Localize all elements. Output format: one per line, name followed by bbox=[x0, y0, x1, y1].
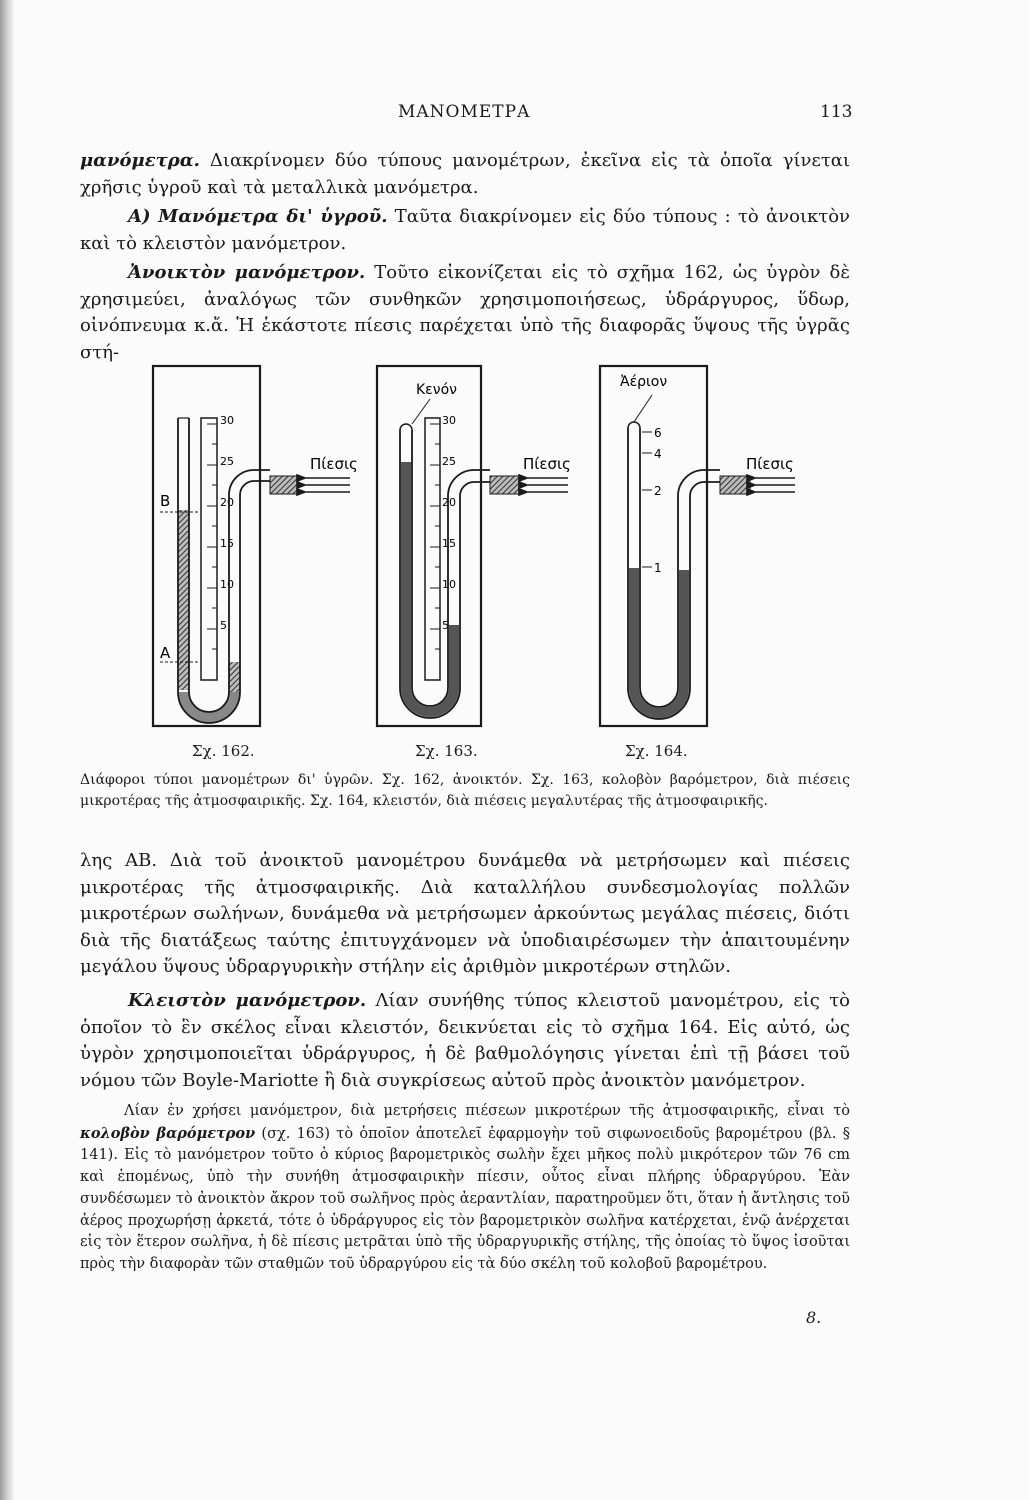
fig162-mercury-right bbox=[229, 662, 240, 692]
fig162-u-tube-inner bbox=[189, 418, 270, 712]
small-print-emphasis: κολοβὸν βαρόμετρον bbox=[80, 1124, 256, 1142]
figure-164 bbox=[600, 366, 795, 726]
page-binding-edge bbox=[0, 0, 14, 1500]
fig162-scale bbox=[201, 418, 217, 680]
fig163-mercury bbox=[406, 462, 454, 712]
open-manometer-text: Τοῦτο εἰκονίζεται εἰς τὸ σχῆμα 162, ὡς ὑγρὸν δὲ χρησιμεύει, ἀναλόγως τῶν συνθηκῶν χρησιμοποιήσεως, ὑδράργυρος, ὕδωρ, οἰνόπνευμα κ.ἄ. Ἡ ἑκάστοτε πίεσις παρέχεται ὑπὸ τῆς διαφορᾶς ὕψους τῆς ὑγρᾶς στή- bbox=[80, 262, 850, 363]
fig163-tick-20: 20 bbox=[442, 496, 456, 509]
fig164-hose bbox=[720, 476, 750, 494]
fig163-tick-15: 15 bbox=[442, 537, 456, 550]
fig164-u-tube-inner bbox=[640, 428, 720, 707]
fig163-tick-10: 10 bbox=[442, 578, 456, 591]
fig162-scale-ticks bbox=[207, 424, 217, 649]
fig162-tick-20: 20 bbox=[220, 496, 234, 509]
fig164-tick-1: 1 bbox=[654, 561, 662, 575]
fig163-tick-5: 5 bbox=[442, 619, 449, 632]
intro-lead: μανόμετρα. bbox=[80, 150, 200, 171]
fig163-vacuum-label: Κενόν bbox=[416, 382, 457, 398]
fig163-scale-ticks bbox=[430, 424, 440, 649]
fig164-pressure-label: Πίεσις bbox=[746, 455, 794, 473]
small-print-part1: Λίαν ἐν χρήσει μανόμετρον, διὰ μετρήσεις πιέσεων μικροτέρων τῆς ἀτμοσφαιρικῆς, εἶναι τὸ bbox=[124, 1103, 850, 1119]
section-a-paragraph bbox=[80, 204, 850, 257]
fig162-board bbox=[153, 366, 260, 726]
figure-164-label: Σχ. 164. bbox=[625, 742, 688, 760]
fig164-pressure-arrows bbox=[756, 478, 795, 492]
figure-163 bbox=[377, 366, 571, 726]
intro-text: Διακρίνομεν δύο τύπους μανομέτρων, ἐκεῖνα εἰς τὰ ὁποῖα γίνεται χρῆσις ὑγροῦ καὶ τὰ μεταλλικὰ μανόμετρα. bbox=[80, 150, 850, 198]
fig162-tick-5: 5 bbox=[220, 619, 227, 632]
page-header bbox=[0, 102, 1029, 126]
fig163-u-tube-inner bbox=[412, 430, 490, 706]
fig163-pressure-label: Πίεσις bbox=[523, 455, 571, 473]
fig164-tick-6: 6 bbox=[654, 426, 662, 440]
fig162-tick-25: 25 bbox=[220, 455, 234, 468]
fig162-pressure-label: Πίεσις bbox=[310, 455, 358, 473]
fig164-board bbox=[600, 366, 707, 726]
fig163-tick-30: 30 bbox=[442, 414, 456, 427]
figure-162 bbox=[153, 366, 358, 726]
fig163-tick-25: 25 bbox=[442, 455, 456, 468]
signature-mark: 8. bbox=[806, 1308, 822, 1327]
closed-manometer-text: Λίαν συνήθης τύπος κλειστοῦ μανομέτρου, εἰς τὸ ὁποῖον τὸ ἓν σκέλος εἶναι κλειστόν, δεικνύεται εἰς τὸ σχῆμα 164. Εἰς αὐτό, ὡς ὑγρὸν χρησιμοποιεῖται ὑδράργυρος, ἡ δὲ βαθμολόγησις γίνεται ἐπὶ τῇ βάσει τοῦ νόμου τῶν Boyle-Mariotte ἢ διὰ συγκρίσεως αὐτοῦ πρὸς ἀνοικτὸν μανόμετρον. bbox=[80, 990, 850, 1091]
small-print-part2: (σχ. 163) τὸ ὁποῖον ἀποτελεῖ ἐφαρμογὴν τοῦ σιφωνοειδοῦς βαρομέτρου (βλ. § 141). Εἰς τὸ μανόμετρον τοῦτο ὁ κύριος βαρομετρικὸς σωλὴν ἔχει μῆκος πολὺ μικρότερον τῶν 76 cm καὶ ἑπομένως, ὑπὸ τὴν συνήθη ἀτμοσφαιρικὴν πίεσιν, οὗτος εἶναι πλήρης ὑδραργύρου. Ἐὰν συνδέσωμεν τὸ ἀνοικτὸν ἄκρον τοῦ σωλῆνος πρὸς ἀεραντλίαν, παρατηροῦμεν ὅτι, ὅταν ἡ ἄντλησις τοῦ ἀέρος προχωρήσῃ ἀρκετά, τότε ὁ ὑδράργυρος εἰς τὸν βαρομετρικὸν σωλῆνα κατέρχεται, ἐνῷ ἀνέρχεται εἰς τὸν ἕτερον σωλῆνα, ἡ δὲ πίεσις μετρᾶται ὑπὸ τῆς ὑδραργυρικῆς στήλης, τῆς ὁποίας τὸ ὕψος ἰσοῦται πρὸς τὴν διαφορὰν τῶν σταθμῶν τοῦ ὑδραργύρου εἰς τὰ δύο σκέλη τοῦ κολοβοῦ βαρομέτρου. bbox=[80, 1125, 850, 1272]
fig162-tick-15: 15 bbox=[220, 537, 234, 550]
fig164-mercury bbox=[634, 568, 684, 713]
section-a-heading: Α) Μανόμετρα δι' ὑγροῦ. bbox=[128, 206, 388, 227]
fig163-u-tube-outer bbox=[400, 430, 490, 718]
fig162-point-a: Α bbox=[160, 644, 171, 662]
fig164-tick-2: 2 bbox=[654, 484, 662, 498]
fig162-hose bbox=[270, 476, 298, 494]
section-a-text: Ταῦτα διακρίνομεν εἰς δύο τύπους : τὸ ἀνοικτὸν καὶ τὸ κλειστὸν μανόμετρον. bbox=[80, 206, 851, 254]
fig162-u-tube-outer bbox=[178, 418, 270, 723]
figure-caption: Διάφοροι τύποι μανομέτρων δι' ὑγρῶν. Σχ. 162, ἀνοικτόν. Σχ. 163, κολοβὸν βαρόμετρον, διὰ πιέσεις μικροτέρας τῆς ἀτμοσφαιρικῆς. Σχ. 164, κλειστόν, διὰ πιέσεις μεγαλυτέρας τῆς ἀτμοσφαιρικῆς. bbox=[80, 772, 850, 809]
closed-manometer-paragraph bbox=[80, 988, 850, 1094]
closed-manometer-heading: Κλειστὸν μανόμετρον. bbox=[128, 990, 367, 1011]
fig163-pressure-arrows bbox=[528, 478, 568, 492]
running-title: ΜΑΝΟΜΕΤΡΑ bbox=[398, 102, 531, 122]
continuation-paragraph: λης ΑΒ. Διὰ τοῦ ἀνοικτοῦ μανομέτρου δυνάμεθα νὰ μετρήσωμεν καὶ πιέσεις μικροτέρας τῆς ἀτμοσφαιρικῆς. Διὰ καταλλήλου συνδεσμολογίας πολλῶν μικροτέρων σωλήνων, δυνάμεθα νὰ μετρήσωμεν ἀρκούντως μεγάλας πιέσεις, διότι διὰ τῆς διατάξεως ταύτης ἐπιτυγχάνομεν νὰ ὑποδιαιρέσωμεν τὴν ἀπαιτουμένην μεγάλου ὕψους ὑδραργυρικὴν στήλην εἰς ἀριθμὸν μικροτέρων στηλῶν. bbox=[80, 850, 850, 977]
fig162-tick-10: 10 bbox=[220, 578, 234, 591]
fig162-tick-30: 30 bbox=[220, 414, 234, 427]
fig164-u-tube-outer bbox=[628, 428, 720, 719]
figure-163-label: Σχ. 163. bbox=[415, 742, 478, 760]
fig162-mercury-bend bbox=[183, 692, 235, 718]
fig162-pressure-arrows bbox=[306, 478, 350, 492]
open-manometer-paragraph bbox=[80, 260, 850, 366]
intro-paragraph bbox=[80, 148, 850, 201]
small-print-paragraph bbox=[80, 1101, 850, 1276]
fig164-gas-label: Ἀέριον bbox=[620, 374, 668, 390]
page-number: 113 bbox=[820, 102, 853, 122]
fig163-board bbox=[377, 366, 481, 726]
fig163-hose bbox=[490, 476, 520, 494]
open-manometer-heading: Ἀνοικτὸν μανόμετρον. bbox=[128, 262, 366, 283]
fig164-tick-4: 4 bbox=[654, 447, 662, 461]
fig163-scale bbox=[425, 418, 440, 680]
fig162-point-b: Β bbox=[160, 492, 171, 510]
fig162-mercury-left bbox=[178, 510, 189, 690]
figure-162-label: Σχ. 162. bbox=[192, 742, 255, 760]
